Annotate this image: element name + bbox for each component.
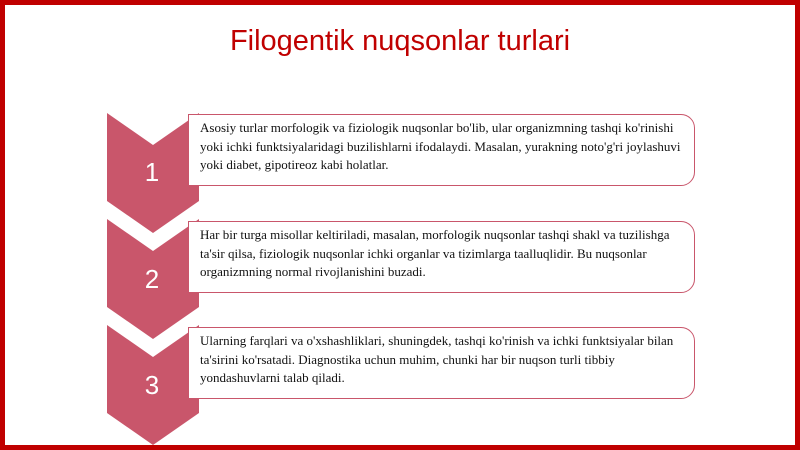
step-text-2: Har bir turga misollar keltiriladi, masalan, morfologik nuqsonlar tashqi shakl va tuzilishga ta'sir qilsa, fiziologik nuqsonlar ichki organlar va tizimlarga taalluqlidir. Bu nuqsonlar organizmning normal rivojlanishini buzadi. bbox=[200, 227, 670, 279]
step-number-3: 3 bbox=[144, 370, 160, 400]
slide-title: Filogentik nuqsonlar turlari bbox=[229, 25, 571, 57]
step-text-1: Asosiy turlar morfologik va fiziologik nuqsonlar bo'lib, ular organizmning tashqi ko'rinishi yoki ichki funktsiyalaridagi buzilishlarni ifodalaydi. Masalan, yurakning noto'g'ri joylashuvi yoki diabet, gipotireoz kabi holatlar. bbox=[200, 120, 681, 172]
step-box-3 bbox=[188, 327, 695, 399]
step-number-1: 1 bbox=[144, 157, 160, 187]
step-box-2 bbox=[188, 221, 695, 293]
step-box-1 bbox=[188, 114, 695, 186]
step-text-3: Ularning farqlari va o'xshashliklari, shuningdek, tashqi ko'rinish va ichki funktsiyalar bilan ta'sirini ko'rsatadi. Diagnostika uchun muhim, chunki har bir nuqson turli tibbiy yondashuvlarni talab qiladi. bbox=[200, 333, 674, 385]
step-number-2: 2 bbox=[144, 264, 160, 294]
